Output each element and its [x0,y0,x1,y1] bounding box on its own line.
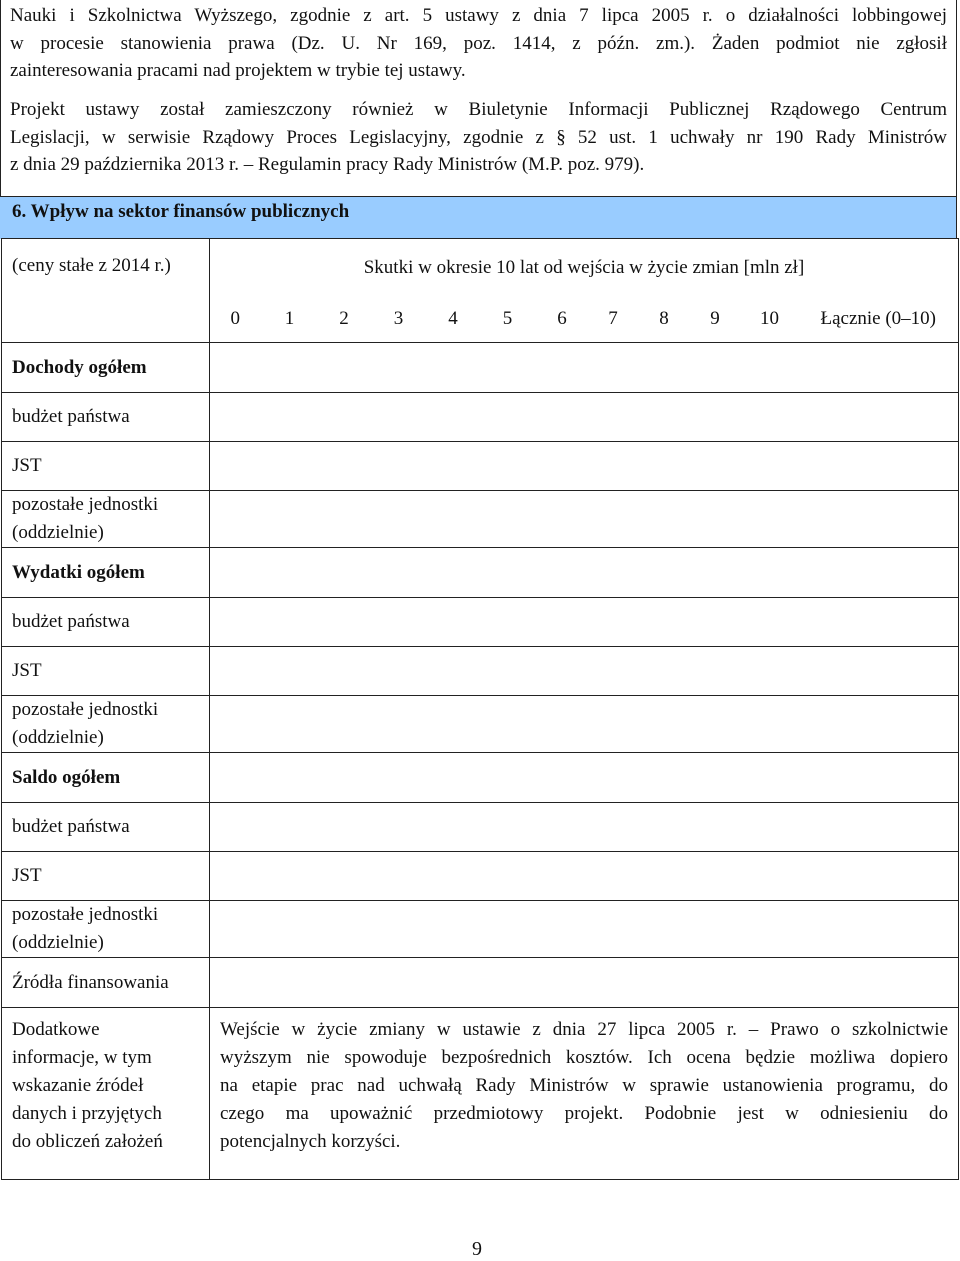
empty-value-cell [210,393,959,442]
public-finance-table [1,238,959,1180]
row-label: JST [2,647,210,696]
year-header: 8 [639,297,690,343]
row-label: Dochody ogółem [2,343,210,393]
text-line: zainteresowania pracami nad projektem w trybie tej ustawy. [10,60,466,81]
year-header: 10 [741,297,799,343]
section-title: 6. Wpływ na sektor finansów publicznych [12,201,350,222]
row-label: JST [2,442,210,491]
table-row [2,598,959,647]
empty-value-cell [210,647,959,696]
table-row [2,393,959,442]
empty-value-cell [210,803,959,852]
row-label: budżet państwa [2,803,210,852]
table-row [2,852,959,901]
text-line: wyższym nie spowoduje bezpośrednich kosztów. Ich ocena będzie możliwa dopiero [220,1047,949,1068]
text-line: wskazanie źródeł [12,1075,144,1096]
prices-label: (ceny stałe z 2014 r.) [2,239,210,343]
table-row [2,958,959,1008]
text-line: danych i przyjętych [12,1103,162,1124]
year-header: 2 [319,297,370,343]
table-row [2,491,959,548]
empty-value-cell [210,491,959,548]
additional-info-label [2,1008,210,1180]
page-number: 9 [472,1238,482,1260]
text-line: potencjalnych korzyści. [220,1131,401,1152]
publication-paragraph [10,96,947,179]
year-header: 0 [210,297,261,343]
text-line: Nauki i Szkolnictwa Wyższego, zgodnie z art. 5 ustawy z dnia 7 lipca 2005 r. o działalności lobbingowej [10,5,947,26]
text-line: Wejście w życie zmiany w ustawie z dnia 27 lipca 2005 r. – Prawo o szkolnictwie [220,1019,949,1040]
table-row [2,647,959,696]
year-header: 4 [428,297,479,343]
empty-value-cell [210,958,959,1008]
text-line: czego ma upoważnić przedmiotowy projekt. Podobnie jest w odniesieniu do [220,1103,949,1124]
total-header: Łącznie (0‒10) [799,297,959,343]
table-row [2,901,959,958]
year-header: 9 [690,297,741,343]
empty-value-cell [210,442,959,491]
text-line: z dnia 29 października 2013 r. – Regulamin pracy Rady Ministrów (M.P. poz. 979). [10,154,645,175]
text-line: do obliczeń założeń [12,1131,163,1152]
empty-value-cell [210,548,959,598]
year-header: 1 [261,297,319,343]
row-label: pozostałe jednostki (oddzielnie) [2,696,210,753]
table-row [2,803,959,852]
text-line: Dodatkowe [12,1019,100,1040]
additional-info-row [2,1008,959,1180]
year-header: 7 [588,297,639,343]
row-label: JST [2,852,210,901]
lobbying-paragraph [10,2,947,85]
year-header: 3 [370,297,428,343]
table-row [2,753,959,803]
text-line: informacje, w tym [12,1047,152,1068]
additional-info-text [210,1008,959,1180]
year-header: 6 [537,297,588,343]
text-line: na etapie prac nad uchwałą Rady Ministrów w sprawie ustanowienia programu, do [220,1075,949,1096]
empty-value-cell [210,598,959,647]
effects-header: Skutki w okresie 10 lat od wejścia w życie zmian [mln zł] [210,239,959,297]
text-line: Legislacji, w serwisie Rządowy Proces Legislacyjny, zgodnie z § 52 ust. 1 uchwały nr 190 Rady Ministrów [10,126,947,148]
row-label: pozostałe jednostki (oddzielnie) [2,901,210,958]
empty-value-cell [210,852,959,901]
table-row [2,696,959,753]
table-row [2,442,959,491]
table-row [2,343,959,393]
row-label: Źródła finansowania [2,958,210,1008]
row-label: budżet państwa [2,598,210,647]
text-line: w procesie stanowienia prawa (Dz. U. Nr 169, poz. 1414, z późn. zm.). Żaden podmiot nie zgłosił [10,32,947,54]
row-label: pozostałe jednostki (oddzielnie) [2,491,210,548]
row-label: Saldo ogółem [2,753,210,803]
row-label: budżet państwa [2,393,210,442]
table-row [2,548,959,598]
empty-value-cell [210,753,959,803]
row-label: Wydatki ogółem [2,548,210,598]
year-header: 5 [479,297,537,343]
empty-value-cell [210,343,959,393]
empty-value-cell [210,696,959,753]
text-line: Projekt ustawy został zamieszczony również w Biuletynie Informacji Publicznej Rządowego Centrum [10,99,947,120]
empty-value-cell [210,901,959,958]
